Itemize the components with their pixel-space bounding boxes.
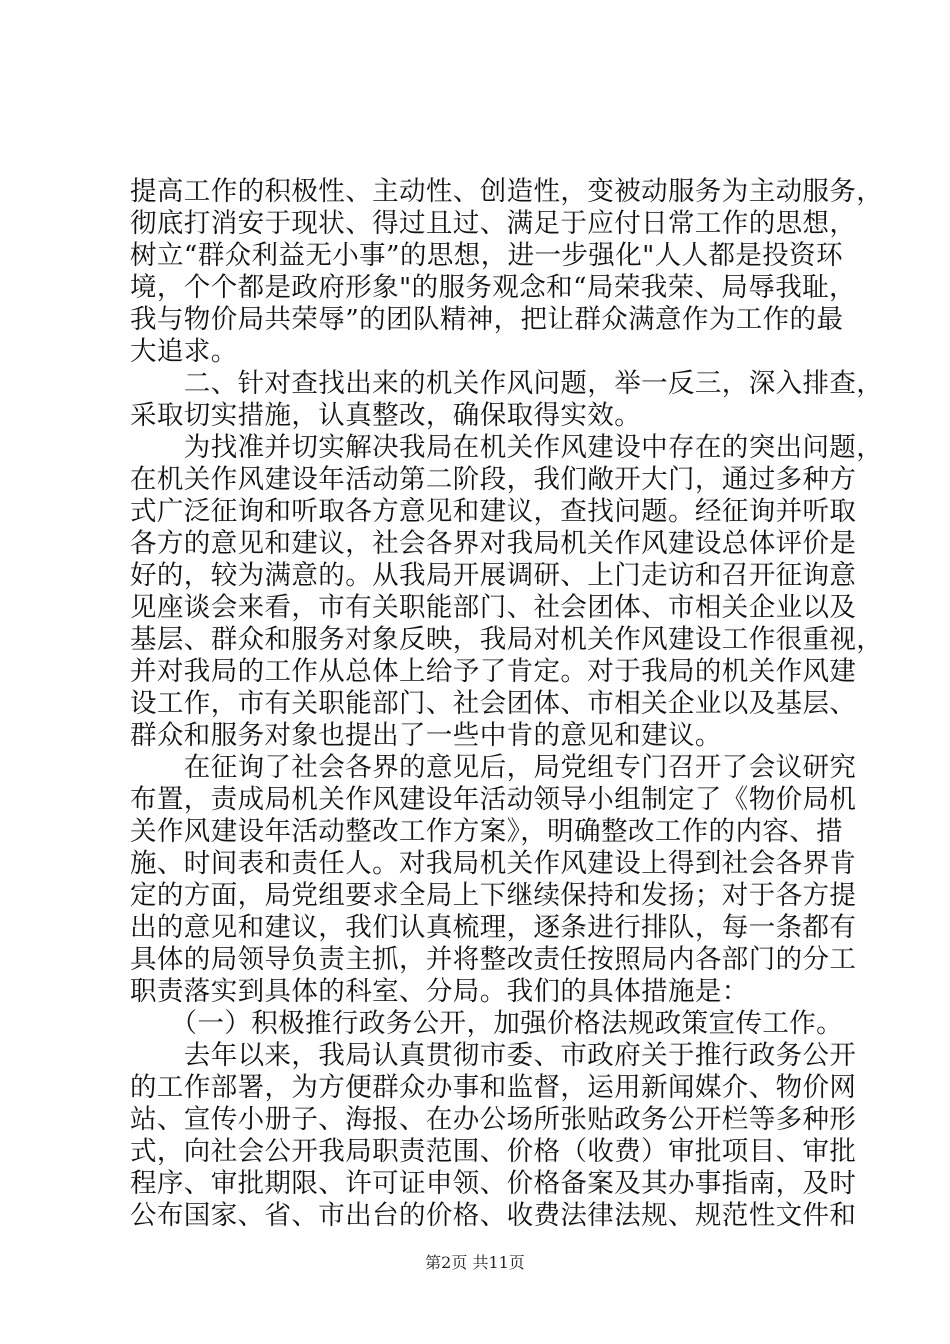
- text-line: 式，向社会公开我局职责范围、价格（收费）审批项目、审批: [130, 1136, 857, 1167]
- text-line: 布置，责成局机关作风建设年活动领导小组制定了《物价局机: [130, 784, 857, 815]
- text-line: 各方的意见和建议，社会各界对我局机关作风建设总体评价是: [130, 528, 857, 559]
- text-line: 设工作，市有关职能部门、社会团体、市相关企业以及基层、: [130, 688, 857, 719]
- text-line: 出的意见和建议，我们认真梳理，逐条进行排队，每一条都有: [130, 912, 857, 943]
- text-line: 式广泛征询和听取各方意见和建议，查找问题。经征询并听取: [130, 496, 857, 527]
- text-line: 定的方面，局党组要求全局上下继续保持和发扬；对于各方提: [130, 880, 857, 911]
- text-line: 好的，较为满意的。从我局开展调研、上门走访和召开征询意: [130, 560, 857, 591]
- text-line: 彻底打消安于现状、得过且过、满足于应付日常工作的思想，: [130, 208, 857, 239]
- text-line: 提高工作的积极性、主动性、创造性，变被动服务为主动服务，: [130, 176, 884, 207]
- text-line: 公布国家、省、市出台的价格、收费法律法规、规范性文件和: [130, 1200, 857, 1231]
- text-line: 具体的局领导负责主抓，并将整改责任按照局内各部门的分工: [130, 944, 857, 975]
- text-line: 见座谈会来看，市有关职能部门、社会团体、市相关企业以及: [130, 592, 857, 623]
- text-line: 去年以来，我局认真贯彻市委、市政府关于推行政务公开: [130, 1040, 857, 1071]
- text-line: 关作风建设年活动整改工作方案》，明确整改工作的内容、措: [130, 816, 844, 847]
- text-line: 二、针对查找出来的机关作风问题，举一反三，深入排查，: [130, 368, 884, 399]
- text-line: 并对我局的工作从总体上给予了肯定。对于我局的机关作风建: [130, 656, 857, 687]
- text-line: 在征询了社会各界的意见后，局党组专门召开了会议研究: [130, 752, 857, 783]
- text-line: （一）积极推行政务公开，加强价格法规政策宣传工作。: [130, 1008, 844, 1039]
- text-line: 群众和服务对象也提出了一些中肯的意见和建议。: [130, 720, 722, 751]
- text-line: 程序、审批期限、许可证申领、价格备案及其办事指南，及时: [130, 1168, 857, 1199]
- text-line: 基层、群众和服务对象反映，我局对机关作风建设工作很重视，: [130, 624, 884, 655]
- text-line: 在机关作风建设年活动第二阶段，我们敞开大门，通过多种方: [130, 464, 857, 495]
- text-line: 大追求。: [130, 336, 238, 367]
- text-line: 为找准并切实解决我局在机关作风建设中存在的突出问题，: [130, 432, 884, 463]
- body-text: [130, 176, 884, 1232]
- page-footer: 第2页 共11页: [425, 1253, 525, 1272]
- text-line: 的工作部署，为方便群众办事和监督，运用新闻媒介、物价网: [130, 1072, 857, 1103]
- text-line: 境，个个都是政府形象"的服务观念和“局荣我荣、局辱我耻，: [130, 272, 856, 303]
- text-line: 职责落实到具体的科室、分局。我们的具体措施是：: [130, 976, 749, 1007]
- text-line: 树立“群众利益无小事”的思想，进一步强化"人人都是投资环: [130, 240, 843, 271]
- text-line: 采取切实措施，认真整改，确保取得实效。: [130, 400, 642, 431]
- text-line: 施、时间表和责任人。对我局机关作风建设上得到社会各界肯: [130, 848, 857, 879]
- text-line: 站、宣传小册子、海报、在办公场所张贴政务公开栏等多种形: [130, 1104, 857, 1135]
- text-line: 我与物价局共荣辱”的团队精神，把让群众满意作为工作的最: [130, 304, 844, 335]
